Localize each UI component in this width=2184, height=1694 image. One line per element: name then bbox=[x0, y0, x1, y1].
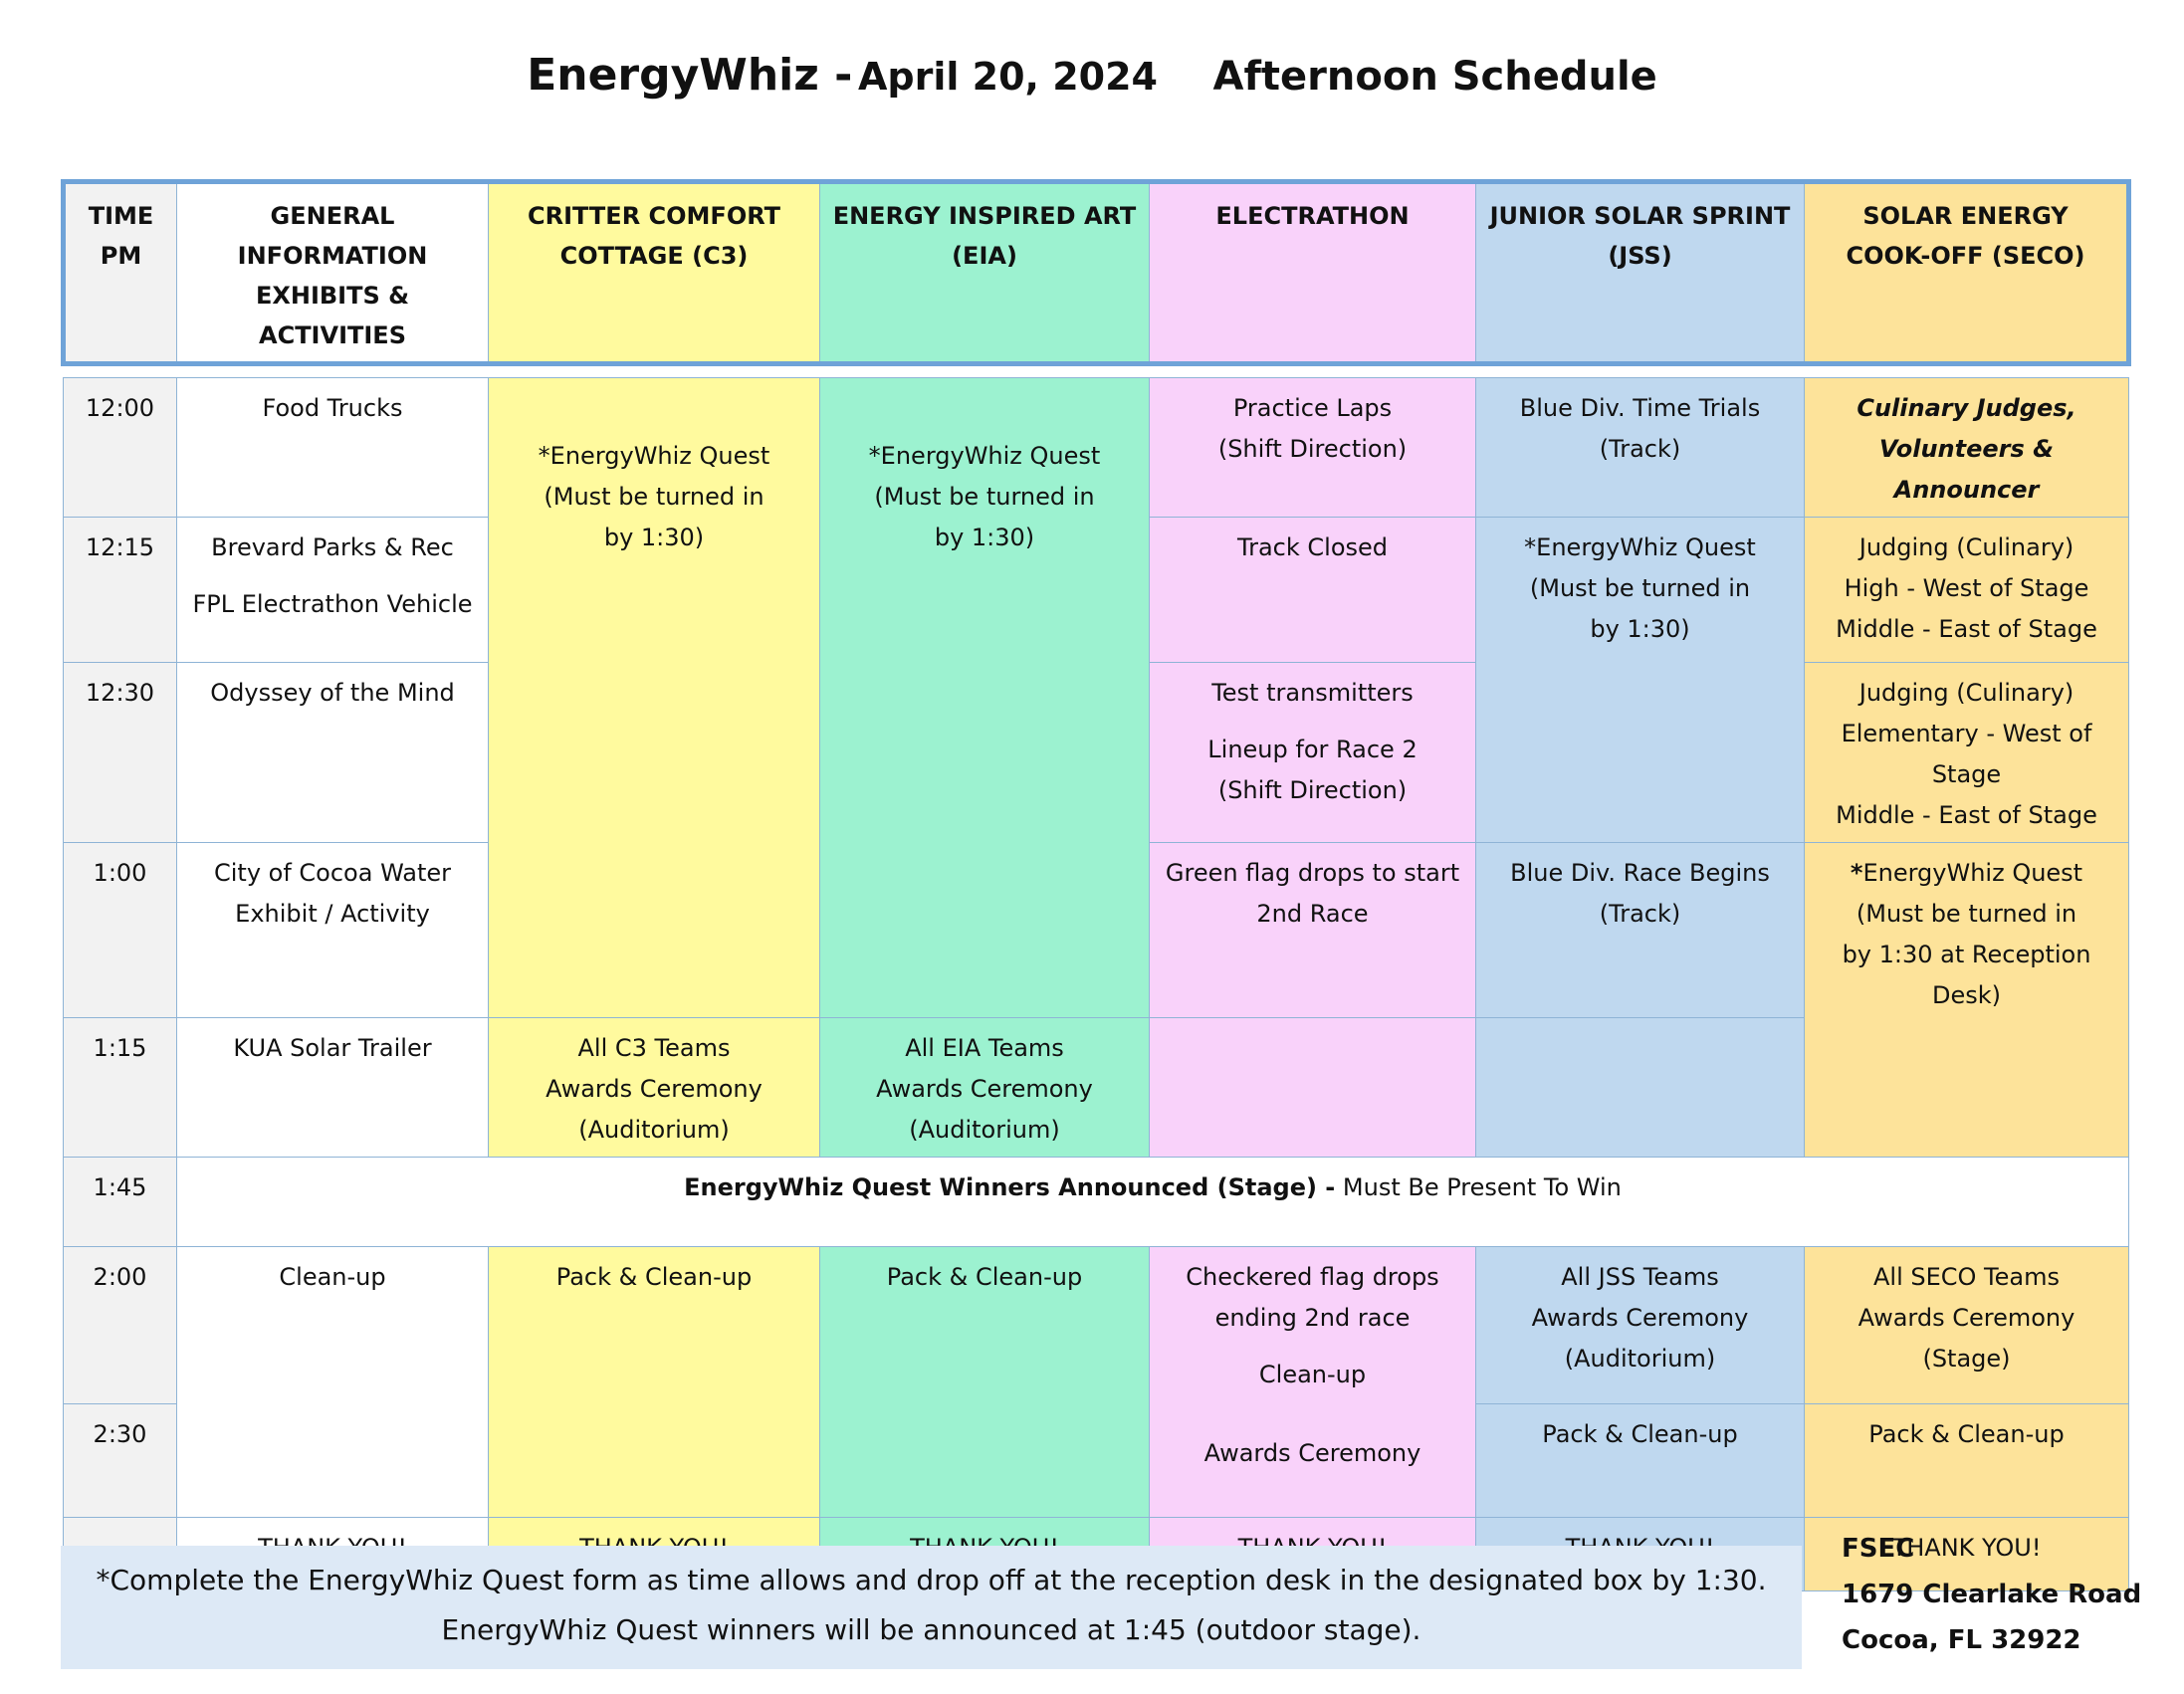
footnote-line-1: *Complete the EnergyWhiz Quest form as time allows and drop off at the reception desk in the designated box by 1:30. bbox=[96, 1564, 1767, 1596]
thank-you-seco: THANK YOU! bbox=[1805, 1518, 2129, 1591]
c3-quest: *EnergyWhiz Quest (Must be turned in by 1:30) bbox=[489, 378, 820, 1018]
general-cocoa-water: City of Cocoa Water Exhibit / Activity bbox=[177, 843, 489, 1018]
jss-race-begins: Blue Div. Race Begins (Track) bbox=[1476, 843, 1805, 1018]
electrathon-empty bbox=[1150, 1018, 1476, 1158]
c3-awards: All C3 Teams Awards Ceremony (Auditorium) bbox=[489, 1018, 820, 1158]
winners-announcement: EnergyWhiz Quest Winners Announced (Stage) - Must Be Present To Win bbox=[177, 1158, 2129, 1247]
time-cell: 1:15 bbox=[64, 1018, 177, 1158]
time-cell: 1:00 bbox=[64, 843, 177, 1018]
title-date: April 20, 2024 bbox=[858, 55, 1158, 99]
header-jss: JUNIOR SOLAR SPRINT (JSS) bbox=[1476, 182, 1805, 364]
general-odyssey: Odyssey of the Mind bbox=[177, 663, 489, 843]
fsec-address bbox=[1842, 1526, 2140, 1663]
electrathon-checkered-flag: Checkered flag drops ending 2nd race Clean-up Awards Ceremony bbox=[1150, 1247, 1476, 1518]
row-1200 bbox=[64, 378, 2129, 518]
general-kua: KUA Solar Trailer bbox=[177, 1018, 489, 1158]
seco-judging-elementary: Judging (Culinary) Elementary - West of Stage Middle - East of Stage bbox=[1805, 663, 2129, 843]
time-cell: 12:00 bbox=[64, 378, 177, 518]
page-title bbox=[0, 50, 2184, 101]
electrathon-green-flag: Green flag drops to start 2nd Race bbox=[1150, 843, 1476, 1018]
address-city: Cocoa, FL 32922 bbox=[1842, 1625, 2081, 1655]
title-brand: EnergyWhiz - bbox=[527, 50, 853, 101]
schedule-table bbox=[61, 179, 2131, 1591]
time-cell: 12:15 bbox=[64, 518, 177, 663]
time-cell: 2:00 bbox=[64, 1247, 177, 1404]
address-name: FSEC bbox=[1842, 1534, 1915, 1564]
time-cell: 12:30 bbox=[64, 663, 177, 843]
seco-pack: Pack & Clean-up bbox=[1805, 1404, 2129, 1518]
jss-quest: *EnergyWhiz Quest (Must be turned in by 1:30) bbox=[1476, 518, 1805, 843]
general-food-trucks: Food Trucks bbox=[177, 378, 489, 518]
header-electrathon: ELECTRATHON bbox=[1150, 182, 1476, 364]
header-c3: CRITTER COMFORT COTTAGE (C3) bbox=[489, 182, 820, 364]
row-145 bbox=[64, 1158, 2129, 1247]
seco-judges: Culinary Judges, Volunteers & Announcer bbox=[1805, 378, 2129, 518]
quest-footnote bbox=[61, 1546, 1802, 1669]
seco-quest: *EnergyWhiz Quest (Must be turned in by 1:30 at Reception Desk) bbox=[1805, 843, 2129, 1158]
electrathon-track-closed: Track Closed bbox=[1150, 518, 1476, 663]
header-eia: ENERGY INSPIRED ART (EIA) bbox=[820, 182, 1150, 364]
jss-empty bbox=[1476, 1018, 1805, 1158]
header-row bbox=[64, 182, 2129, 364]
footnote-line-2: EnergyWhiz Quest winners will be announced at 1:45 (outdoor stage). bbox=[441, 1613, 1421, 1646]
electrathon-practice-laps: Practice Laps (Shift Direction) bbox=[1150, 378, 1476, 518]
seco-judging-high: Judging (Culinary) High - West of Stage Middle - East of Stage bbox=[1805, 518, 2129, 663]
header-general: GENERAL INFORMATION EXHIBITS & ACTIVITIES bbox=[177, 182, 489, 364]
jss-time-trials: Blue Div. Time Trials (Track) bbox=[1476, 378, 1805, 518]
eia-quest: *EnergyWhiz Quest (Must be turned in by 1:30) bbox=[820, 378, 1150, 1018]
header-time: TIME PM bbox=[64, 182, 177, 364]
time-cell: 1:45 bbox=[64, 1158, 177, 1247]
header-seco: SOLAR ENERGY COOK-OFF (SECO) bbox=[1805, 182, 2129, 364]
address-street: 1679 Clearlake Road bbox=[1842, 1580, 2142, 1609]
eia-pack: Pack & Clean-up bbox=[820, 1247, 1150, 1518]
title-schedule: Afternoon Schedule bbox=[1212, 54, 1657, 100]
c3-pack: Pack & Clean-up bbox=[489, 1247, 820, 1518]
general-clean-up: Clean-up bbox=[177, 1247, 489, 1518]
jss-pack: Pack & Clean-up bbox=[1476, 1404, 1805, 1518]
electrathon-lineup: Test transmitters Lineup for Race 2 (Shift Direction) bbox=[1150, 663, 1476, 843]
jss-awards: All JSS Teams Awards Ceremony (Auditorium) bbox=[1476, 1247, 1805, 1404]
general-parks-fpl: Brevard Parks & Rec FPL Electrathon Vehicle bbox=[177, 518, 489, 663]
row-200 bbox=[64, 1247, 2129, 1404]
eia-awards: All EIA Teams Awards Ceremony (Auditorium) bbox=[820, 1018, 1150, 1158]
seco-awards: All SECO Teams Awards Ceremony (Stage) bbox=[1805, 1247, 2129, 1404]
time-cell: 2:30 bbox=[64, 1404, 177, 1518]
